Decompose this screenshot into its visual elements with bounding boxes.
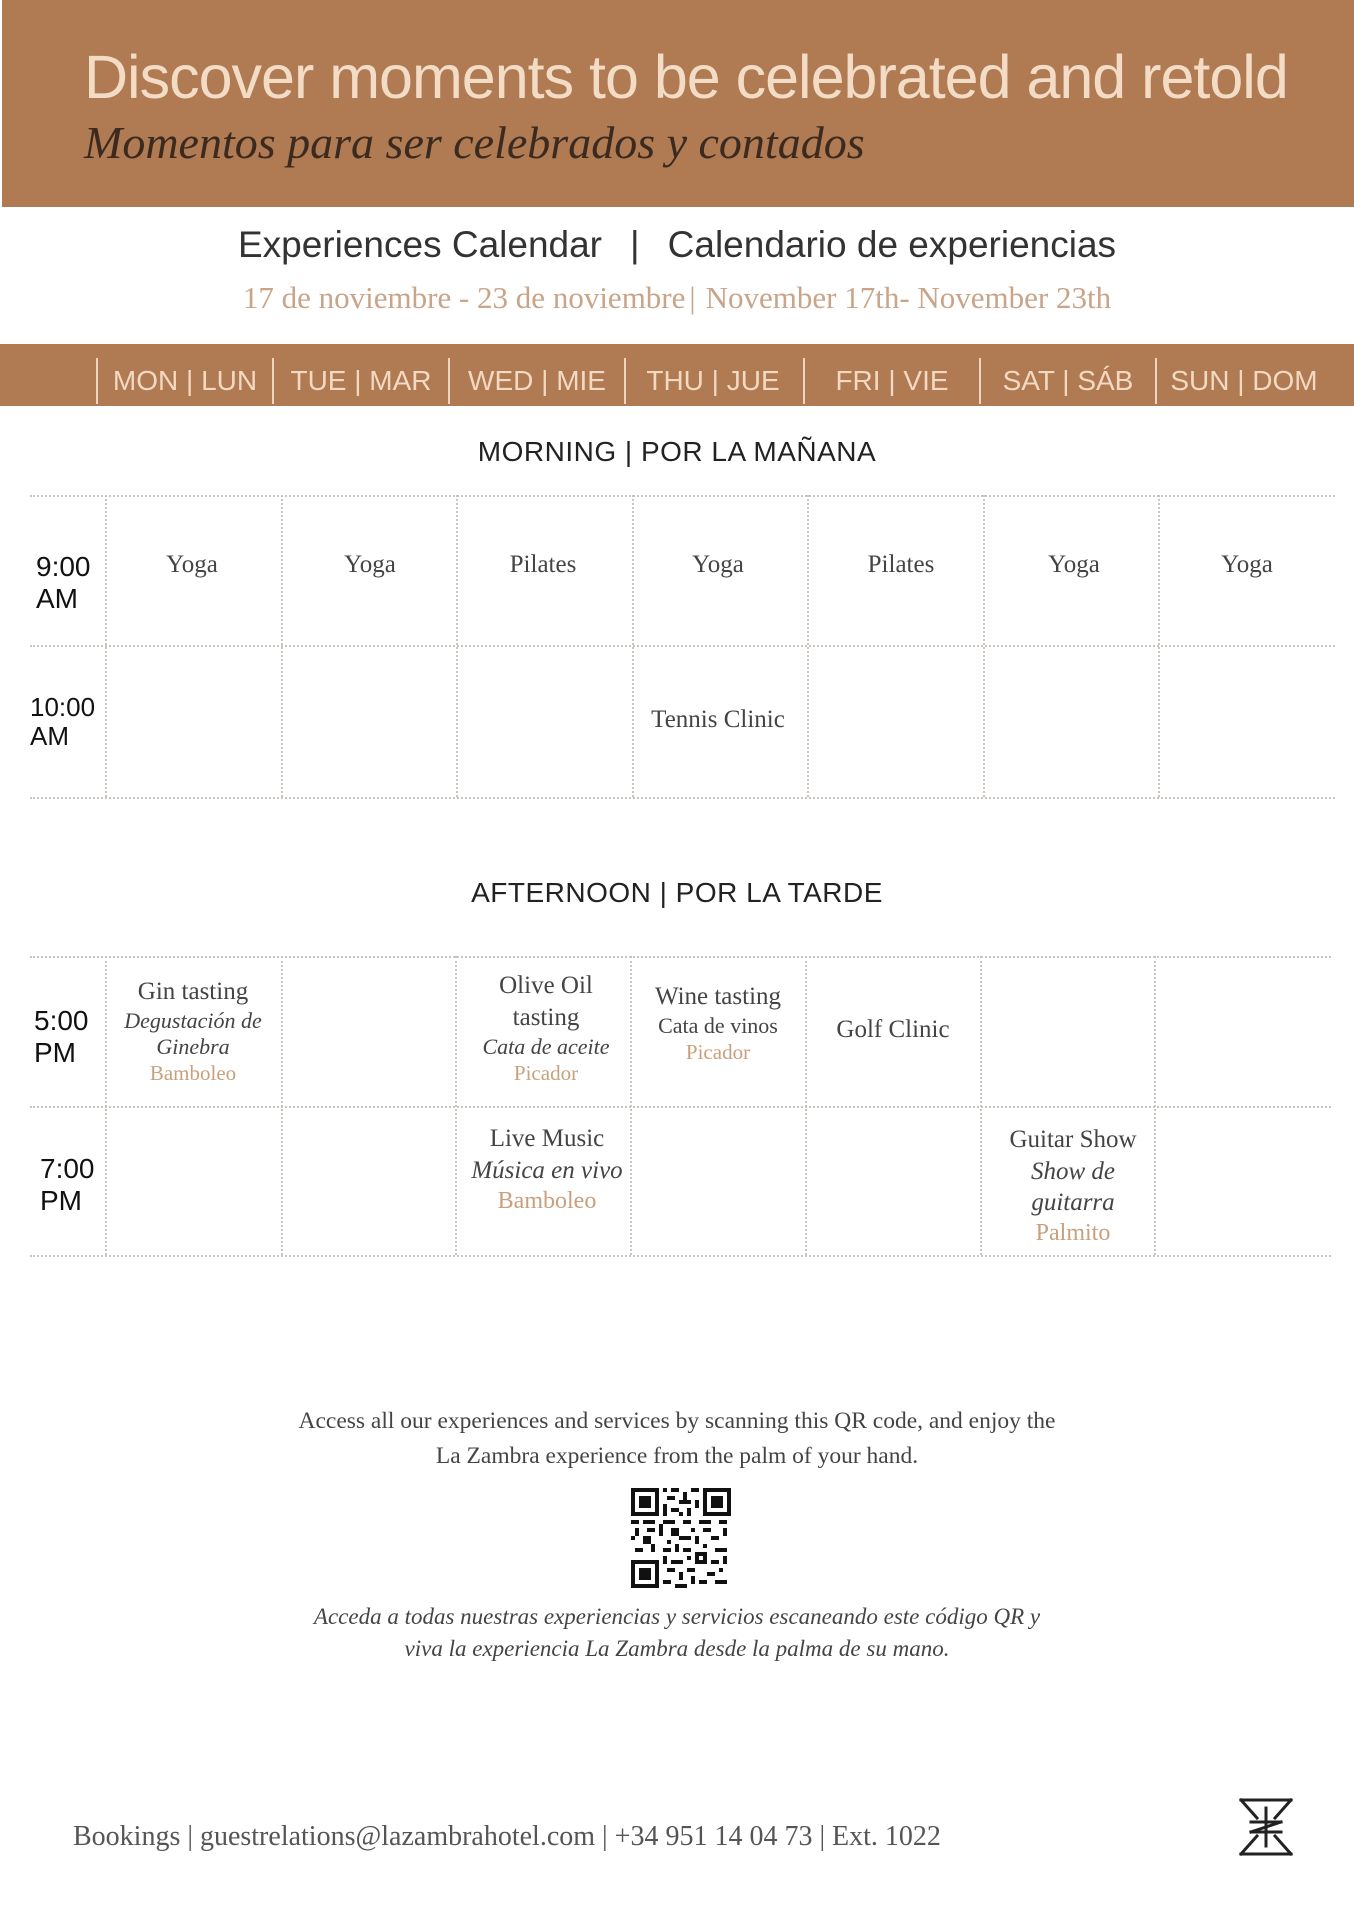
dates-separator: |	[689, 280, 696, 315]
calendar-title-separator: |	[630, 224, 640, 265]
day-header-fri: FRI | VIE	[803, 358, 979, 404]
grid-line	[30, 956, 1331, 958]
hero-title: Discover moments to be celebrated and retold	[84, 43, 1288, 111]
grid-line	[30, 797, 1335, 799]
qr-text-en-line-2: La Zambra experience from the palm of your hand.	[435, 1443, 919, 1469]
event-name: Yoga	[692, 551, 744, 578]
grid-line	[30, 645, 1335, 647]
grid-line	[1154, 956, 1156, 1255]
event-name-es: Degustación de Ginebra	[124, 1008, 262, 1059]
day-header-thu: THU | JUE	[624, 358, 800, 404]
grid-line	[456, 495, 458, 797]
event-cell	[993, 1122, 1153, 1250]
grid-line	[807, 495, 809, 797]
event-location: Palmito	[1035, 1219, 1111, 1246]
dates-es: 17 de noviembre - 23 de noviembre	[242, 280, 686, 315]
event-cell	[1160, 545, 1334, 585]
time-label-7pm: 7:00 PM	[40, 1153, 95, 1216]
footer-bookings: Bookings | guestrelations@lazambrahotel.com | +34 951 14 04 73 | Ext. 1022	[73, 1821, 941, 1852]
day-header-sun: SUN | DOM	[1155, 358, 1331, 404]
qr-text-es-line-1: Acceda a todas nuestras experiencias y servicios escaneando este código QR y	[313, 1604, 1041, 1629]
event-name: Pilates	[867, 551, 935, 578]
hotel-logo-icon	[1237, 1796, 1295, 1858]
event-location: Picador	[513, 1061, 579, 1085]
event-cell	[634, 545, 802, 585]
grid-line	[980, 956, 982, 1255]
event-name-es: Show de guitarra	[1030, 1157, 1116, 1216]
event-cell	[470, 968, 622, 1088]
event-name: Yoga	[1221, 551, 1273, 578]
event-cell	[632, 982, 804, 1064]
event-cell	[807, 1010, 979, 1050]
grid-line	[632, 495, 634, 797]
event-name: Yoga	[1048, 551, 1100, 578]
time-label-5pm: 5:00 PM	[34, 1005, 89, 1068]
calendar-title-es: Calendario de experiencias	[667, 224, 1117, 265]
event-name: Pilates	[509, 551, 577, 578]
grid-line	[30, 495, 1335, 497]
day-header-tue: TUE | MAR	[272, 358, 448, 404]
event-cell	[634, 700, 802, 740]
event-cell	[985, 545, 1163, 585]
qr-text-es-line-2: viva la experiencia La Zambra desde la palma de su mano.	[404, 1636, 950, 1661]
event-name-es: Música en vivo	[471, 1157, 623, 1184]
weekday-header-bar	[0, 344, 1354, 406]
event-name: Olive Oil tasting	[499, 972, 593, 1031]
grid-line	[805, 956, 807, 1255]
event-name: Guitar Show	[1009, 1125, 1137, 1153]
hero-subtitle: Momentos para ser celebrados y contados	[84, 117, 865, 168]
day-header-mon: MON | LUN	[96, 358, 272, 404]
grid-line	[281, 495, 283, 797]
event-name: Tennis Clinic	[651, 706, 785, 733]
event-name: Wine tasting	[654, 983, 782, 1010]
event-name: Yoga	[344, 551, 396, 578]
qr-code[interactable]	[631, 1488, 731, 1588]
event-cell	[809, 545, 993, 585]
morning-section-title: MORNING | POR LA MAÑANA	[477, 436, 877, 467]
hero-banner	[2, 0, 1354, 207]
calendar-title-en: Experiences Calendar	[237, 224, 603, 265]
event-location: Bamboleo	[497, 1188, 597, 1214]
grid-line	[1158, 495, 1160, 797]
event-name: Golf Clinic	[836, 1016, 950, 1043]
event-name-es: Cata de vinos	[658, 1013, 778, 1038]
qr-text-en-line-1: Access all our experiences and services by scanning this QR code, and enjoy the	[298, 1408, 1056, 1434]
event-cell	[462, 1122, 632, 1218]
dates-en: November 17th- November 23th	[705, 280, 1112, 315]
time-label-9am: 9:00 AM	[36, 551, 91, 614]
event-cell	[107, 545, 277, 585]
event-name: Yoga	[166, 551, 218, 578]
afternoon-section-title: AFTERNOON | POR LA TARDE	[471, 877, 883, 908]
event-name-es: Cata de aceite	[482, 1034, 610, 1059]
day-header-sat: SAT | SÁB	[979, 358, 1155, 404]
grid-line	[455, 956, 457, 1255]
grid-line	[30, 1255, 1331, 1257]
calendar-title	[0, 224, 1354, 266]
calendar-dates	[0, 280, 1354, 316]
event-location: Picador	[685, 1040, 751, 1064]
event-name: Gin tasting	[137, 978, 249, 1005]
event-location: Bamboleo	[149, 1061, 237, 1085]
event-cell	[458, 545, 628, 585]
grid-line	[30, 1106, 1331, 1108]
event-cell	[283, 545, 457, 585]
event-name: Live Music	[489, 1125, 605, 1152]
grid-line	[281, 956, 283, 1255]
grid-line	[105, 495, 107, 797]
grid-line	[983, 495, 985, 797]
day-header-wed: WED | MIE	[448, 358, 624, 404]
event-cell	[107, 975, 279, 1087]
time-label-10am: 10:00 AM	[30, 692, 96, 751]
